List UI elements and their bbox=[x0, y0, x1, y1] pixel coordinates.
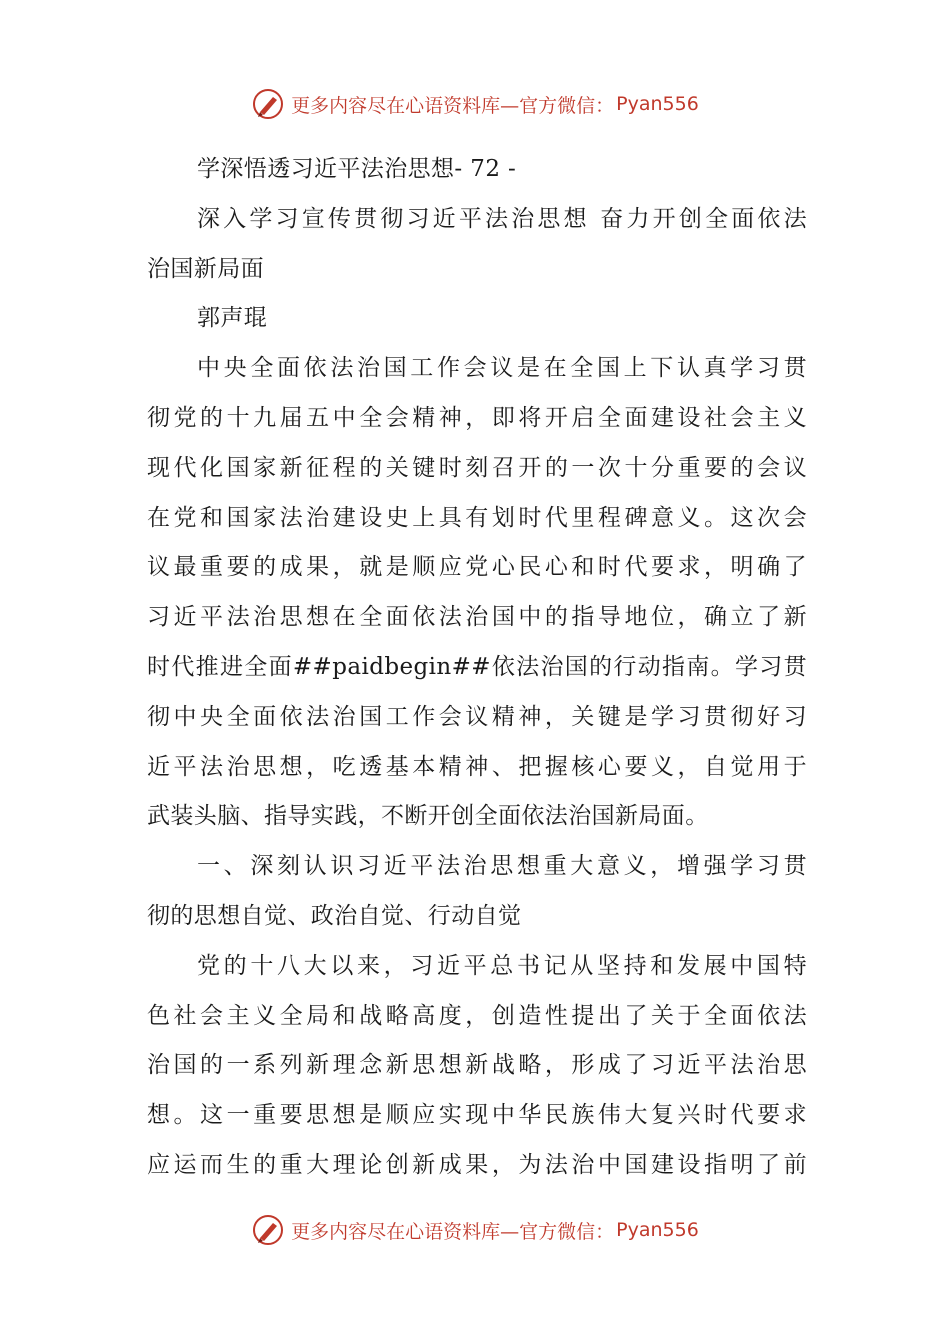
paragraph-line: 时代推进全面##paidbegin##依法治国的行动指南。学习贯 bbox=[147, 653, 807, 680]
paragraph-line: 近平法治思想，吃透基本精神、把握核心要义，自觉用于 bbox=[147, 753, 807, 780]
banner-text: 更多内容尽在心语资料库—官方微信： bbox=[291, 1220, 615, 1243]
heading-line: 一、深刻认识习近平法治思想重大意义，增强学习贯 bbox=[197, 853, 807, 880]
pen-logo-icon bbox=[251, 87, 285, 121]
paragraph-line: 色社会主义全局和战略高度，创造性提出了关于全面依法 bbox=[147, 1002, 807, 1029]
watermark-banner-bottom bbox=[0, 1210, 950, 1250]
paragraph-line: 党的十八大以来，习近平总书记从坚持和发展中国特 bbox=[197, 952, 807, 979]
paragraph-line: 现代化国家新征程的关键时刻召开的一次十分重要的会议 bbox=[147, 454, 807, 481]
banner-wechat-id: Pyan556 bbox=[616, 93, 699, 115]
watermark-banner-top bbox=[0, 84, 950, 124]
paragraph-line: 治国的一系列新理念新思想新战略，形成了习近平法治思 bbox=[147, 1052, 807, 1079]
paragraph-line: 彻中央全面依法治国工作会议精神，关键是学习贯彻好习 bbox=[147, 703, 807, 730]
document-body bbox=[147, 145, 807, 1191]
section-heading-1 bbox=[147, 842, 807, 942]
paragraph-line: 中央全面依法治国工作会议是在全国上下认真学习贯 bbox=[197, 355, 807, 382]
paragraph-line: 彻党的十九届五中全会精神，即将开启全面建设社会主义 bbox=[147, 404, 807, 431]
paragraph-1 bbox=[147, 344, 807, 842]
paragraph-line: 想。这一重要思想是顺应实现中华民族伟大复兴时代要求 bbox=[147, 1102, 807, 1129]
paragraph-line: 习近平法治思想在全面依法治国中的指导地位，确立了新 bbox=[147, 604, 807, 631]
title-line-2: 治国新局面 bbox=[147, 255, 264, 282]
paragraph-2 bbox=[147, 942, 807, 1191]
paragraph-line: 武装头脑、指导实践，不断开创全面依法治国新局面。 bbox=[147, 803, 709, 830]
paragraph-line: 应运而生的重大理论创新成果，为法治中国建设指明了前 bbox=[147, 1151, 807, 1178]
paragraph-line: 议最重要的成果，就是顺应党心民心和时代要求，明确了 bbox=[147, 554, 807, 581]
paragraph-line: 在党和国家法治建设史上具有划时代里程碑意义。这次会 bbox=[147, 504, 807, 531]
banner-text: 更多内容尽在心语资料库—官方微信： bbox=[291, 94, 615, 117]
heading-line: 彻的思想自觉、政治自觉、行动自觉 bbox=[147, 902, 522, 929]
title-line-1: 深入学习宣传贯彻习近平法治思想 奋力开创全面依法 bbox=[197, 205, 807, 232]
banner-wechat-id: Pyan556 bbox=[616, 1219, 699, 1241]
header-line: 学深悟透习近平法治思想- 72 - bbox=[197, 156, 517, 182]
pen-logo-icon bbox=[251, 1213, 285, 1247]
author: 郭声琨 bbox=[197, 305, 268, 332]
